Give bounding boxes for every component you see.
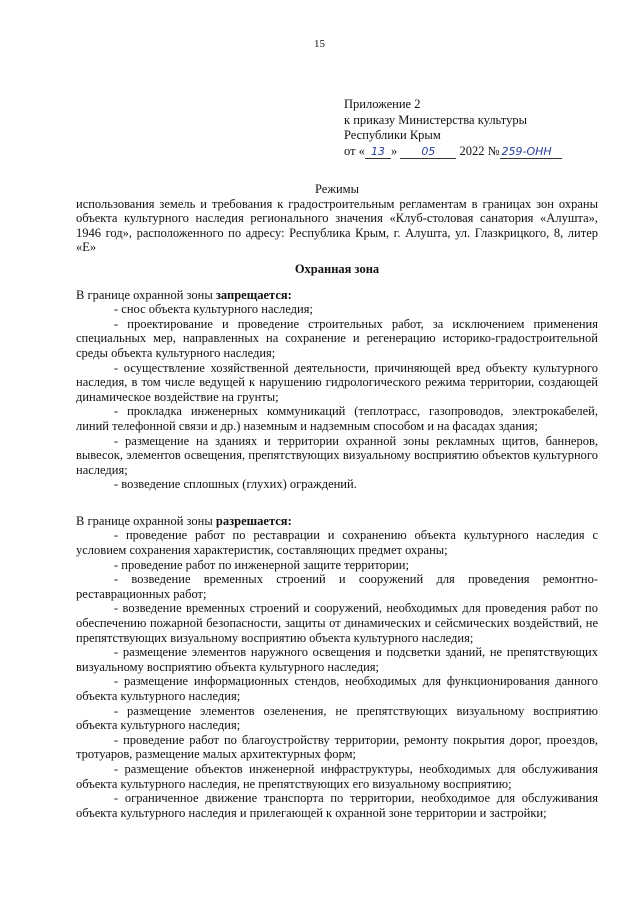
appendix-republic-line: Республики Крым [344, 128, 441, 142]
handwritten-order-number: 259-ОНН [500, 146, 562, 159]
date-prefix: от « [344, 143, 365, 158]
appendix-block [344, 97, 614, 159]
appendix-date-line [344, 144, 614, 160]
prohibited-item: - осуществление хозяйственной деятельности, причиняющей вред объекту культурного наследия, в том числе ведущей к нарушению гидрологического режима территории, создающей динамическое воздействие на грунты; [76, 360, 598, 404]
permitted-intro [76, 514, 598, 529]
year-text: 2022 № [459, 143, 500, 158]
permitted-item: - проведение работ по благоустройству территории, ремонту покрытия дорог, проездов, тротуаров, размещение малых архитектурных форм; [76, 732, 598, 762]
handwritten-day: 13 [365, 146, 391, 159]
document-subtitle: использования земель и требования к градостроительным регламентам в границах зон охраны объекта культурного наследия регионального значения «Клуб-столовая санатория «Алушта», 1946 год», расположенного по адресу: Республика Крым, г. Алушта, ул. Глазкрицкого, 8, литер «Е» [76, 196, 598, 255]
permitted-item: - возведение временных строений и сооружений для проведения ремонтно-реставрационных работ; [76, 572, 598, 601]
appendix-title: Приложение 2 [344, 97, 421, 111]
permitted-item: - ограниченное движение транспорта по территории, необходимое для обслуживания объекта культурного наследия и прилегающей к охранной зоне территории и застройки; [76, 791, 598, 820]
permitted-item: - размещение информационных стендов, необходимых для функционирования данного объекта культурного наследия; [76, 674, 598, 703]
permitted-intro-text: В границе охранной зоны [76, 513, 216, 528]
section-spacer [76, 492, 598, 503]
handwritten-month: 05 [400, 146, 456, 159]
appendix-order-line: к приказу Министерства культуры [344, 112, 527, 127]
document-title: Режимы [315, 182, 359, 196]
prohibited-intro-bold: запрещается: [215, 287, 292, 302]
section-heading: Охранная зона [294, 261, 380, 276]
prohibited-item: - размещение на зданиях и территории охранной зоны рекламных щитов, баннеров, вывесок, элементов освещения, препятствующих визуальному восприятию объектов культурного наследия; [76, 433, 598, 477]
permitted-item: - размещение элементов наружного освещения и подсветки зданий, не препятствующих визуальному восприятию объекта культурного наследия; [76, 645, 598, 674]
prohibited-intro-text: В границе охранной зоны [76, 287, 216, 302]
permitted-item: - размещение элементов озеленения, не препятствующих визуальному восприятию объекта культурного наследия; [76, 703, 598, 733]
permitted-item: - проведение работ по реставрации и сохранению объекта культурного наследия с условием сохранения характеристик, составляющих предмет охраны; [76, 528, 598, 558]
prohibited-item: - возведение сплошных (глухих) ограждений. [114, 477, 357, 492]
prohibited-item: - снос объекта культурного наследия; [114, 302, 313, 317]
permitted-item: - размещение объектов инженерной инфраструктуры, необходимых для обслуживания объекта культурного наследия, не препятствующих его визуальному восприятию; [76, 761, 598, 791]
prohibited-item: - прокладка инженерных коммуникаций (теплотрасс, газопроводов, электрокабелей, линий телефонной связи и др.) наземным и надземным способом и на фасадах здания; [76, 404, 598, 433]
permitted-intro-bold: разрешается: [215, 513, 292, 528]
permitted-item: - проведение работ по инженерной защите территории; [114, 557, 409, 572]
permitted-item: - возведение временных строений и сооружений, необходимых для проведения работ по обеспечению пожарной безопасности, защиты от динамических и сейсмических воздействий, не препятствующих визуальному восприятию объекта культурного наследия; [76, 601, 598, 645]
prohibited-item: - проектирование и проведение строительных работ, за исключением применения специальных мер, направленных на сохранение и регенерацию историко-градостроительной среды объекта культурного наследия; [76, 316, 598, 360]
page-number: 15 [314, 38, 325, 50]
prohibited-intro [76, 288, 598, 303]
document-body [76, 182, 598, 820]
date-mid: » [390, 143, 398, 158]
